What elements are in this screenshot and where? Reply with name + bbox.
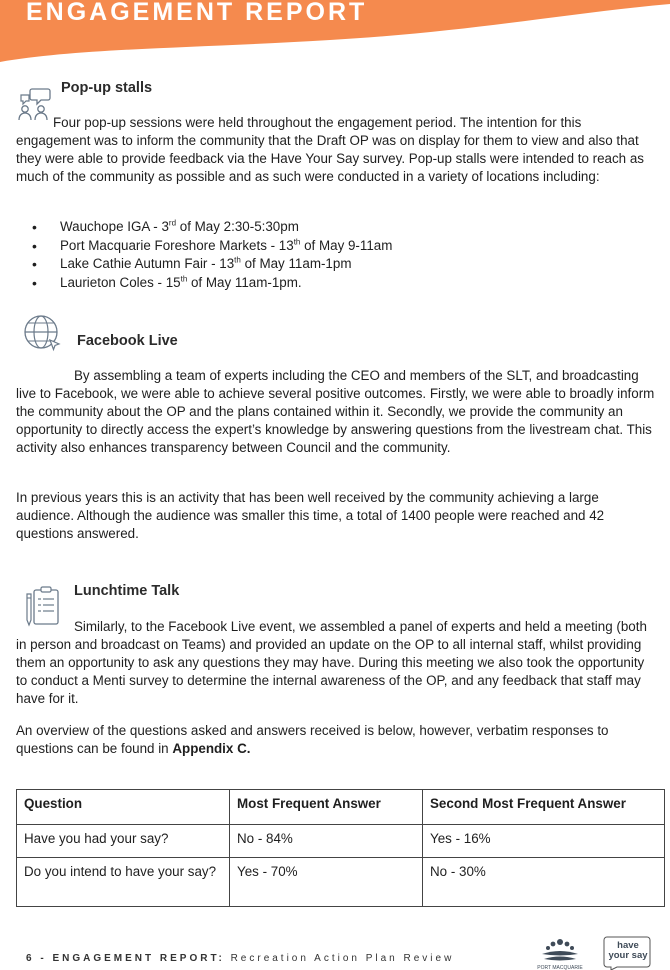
footer-label: - ENGAGEMENT REPORT:: [40, 953, 225, 964]
table-cell: Yes - 16%: [423, 825, 665, 858]
appendix-reference: Appendix C.: [172, 741, 251, 756]
lunchtime-paragraph-1: Similarly, to the Facebook Live event, we assembled a panel of experts and held a meeting (both in person and broadcast on Teams) and provided an update on the OP to all internal staff, whilst providing them an opportunity to ask any questions they may have. During this meeting we also took the opportunity to conduct a Menti survey to determine the internal awareness of the OP, and any feedback that staff may have for it.: [16, 619, 647, 706]
list-item: • Port Macquarie Foreshore Markets - 13th of May 9-11am: [32, 237, 632, 256]
list-item: • Wauchope IGA - 3rd of May 2:30-5:30pm: [32, 218, 632, 237]
column-header: Question: [17, 790, 230, 825]
table-row: [17, 825, 665, 858]
table-cell: Do you intend to have your say?: [17, 858, 230, 907]
column-header: Second Most Frequent Answer: [423, 790, 665, 825]
location-list: [32, 218, 632, 292]
table-cell: Have you had your say?: [17, 825, 230, 858]
council-logo-text: PORT MACQUARIE: [537, 965, 583, 970]
table-cell: No - 84%: [230, 825, 423, 858]
section-heading-popup: Pop-up stalls: [61, 80, 153, 96]
list-item: • Lake Cathie Autumn Fair - 13th of May 11am-1pm: [32, 255, 632, 274]
council-logo: [536, 934, 584, 970]
column-header: Most Frequent Answer: [230, 790, 423, 825]
lunchtime-paragraph-2: An overview of the questions asked and answers received is below, however, verbatim responses to questions can be found in Appendix C.: [16, 723, 609, 756]
facebook-paragraph-1: By assembling a team of experts including the CEO and members of the SLT, and broadcasting live to Facebook, we were able to achieve several positive outcomes. Firstly, we were able to broadly inform the community about the OP and the plans contained within it. Secondly, we provide the community an opportunity to directly access the expert’s knowledge by answering questions from the livestream chat. This activity also enhances transparency between Council and the community.: [16, 368, 655, 455]
list-item: • Laurieton Coles - 15th of May 11am-1pm.: [32, 274, 632, 293]
table-cell: No - 30%: [423, 858, 665, 907]
questions-table: [16, 789, 665, 907]
have-your-say-text: have your say: [608, 940, 648, 961]
footer-subtitle: Recreation Action Plan Review: [224, 953, 455, 964]
section-heading-facebook: Facebook Live: [77, 333, 178, 349]
page-number: 6: [26, 953, 35, 964]
section-heading-lunchtime: Lunchtime Talk: [74, 583, 180, 599]
globe-icon: [22, 313, 62, 353]
table-row: [17, 858, 665, 907]
facebook-paragraph-2: In previous years this is an activity that has been well received by the community achieving a large audience. Although the audience was smaller this time, a total of 1400 people were reached and 42 questions answered.: [16, 490, 605, 541]
table-header-row: [17, 790, 665, 825]
popup-paragraph: Four pop-up sessions were held throughout the engagement period. The intention for this engagement was to inform the community that the Draft OP was on display for them to view and also that they were able to provide feedback via the Have Your Say survey. Pop-up stalls were intended to reach as much of the community as possible and as such were conducted in a variety of locations including:: [16, 115, 644, 184]
page-footer: [26, 953, 454, 964]
table-cell: Yes - 70%: [230, 858, 423, 907]
page-title: ENGAGEMENT REPORT: [26, 0, 368, 26]
